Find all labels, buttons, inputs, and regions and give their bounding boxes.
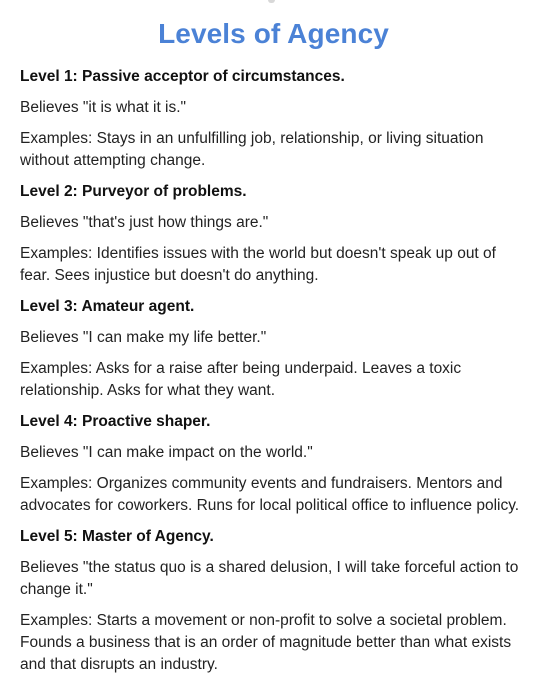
level-heading: Level 5: Master of Agency. <box>20 528 214 545</box>
level-belief: Believes "I can make my life better." <box>20 329 267 346</box>
level-heading: Level 3: Amateur agent. <box>20 298 195 315</box>
level-belief: Believes "the status quo is a shared delusion, I will take forceful action to change it." <box>20 559 519 598</box>
level-belief: Believes "it is what it is." <box>20 99 187 116</box>
level-examples: Examples: Starts a movement or non-profit to solve a societal problem. Founds a business that is an order of magnitude better than what exists and that disrupts an industry. <box>20 612 512 673</box>
level-examples: Examples: Organizes community events and fundraisers. Mentors and advocates for coworkers. Runs for local political office to influence policy. <box>20 475 520 514</box>
level-examples: Examples: Stays in an unfulfilling job, relationship, or living situation without attempting change. <box>20 130 484 169</box>
level-heading: Level 4: Proactive shaper. <box>20 413 211 430</box>
page-title: Levels of Agency <box>158 18 389 49</box>
level-examples: Examples: Identifies issues with the world but doesn't speak up out of fear. Sees injustice but doesn't do anything. <box>20 245 496 284</box>
level-1 <box>20 66 527 172</box>
level-3 <box>20 296 527 402</box>
level-4 <box>20 411 527 517</box>
level-heading: Level 2: Purveyor of problems. <box>20 183 247 200</box>
level-heading: Level 1: Passive acceptor of circumstances. <box>20 68 345 85</box>
level-2 <box>20 181 527 287</box>
level-examples: Examples: Asks for a raise after being underpaid. Leaves a toxic relationship. Asks for what they want. <box>20 360 462 399</box>
level-belief: Believes "that's just how things are." <box>20 214 269 231</box>
level-5 <box>20 526 527 676</box>
level-belief: Believes "I can make impact on the world." <box>20 444 313 461</box>
levels-list <box>20 66 527 676</box>
